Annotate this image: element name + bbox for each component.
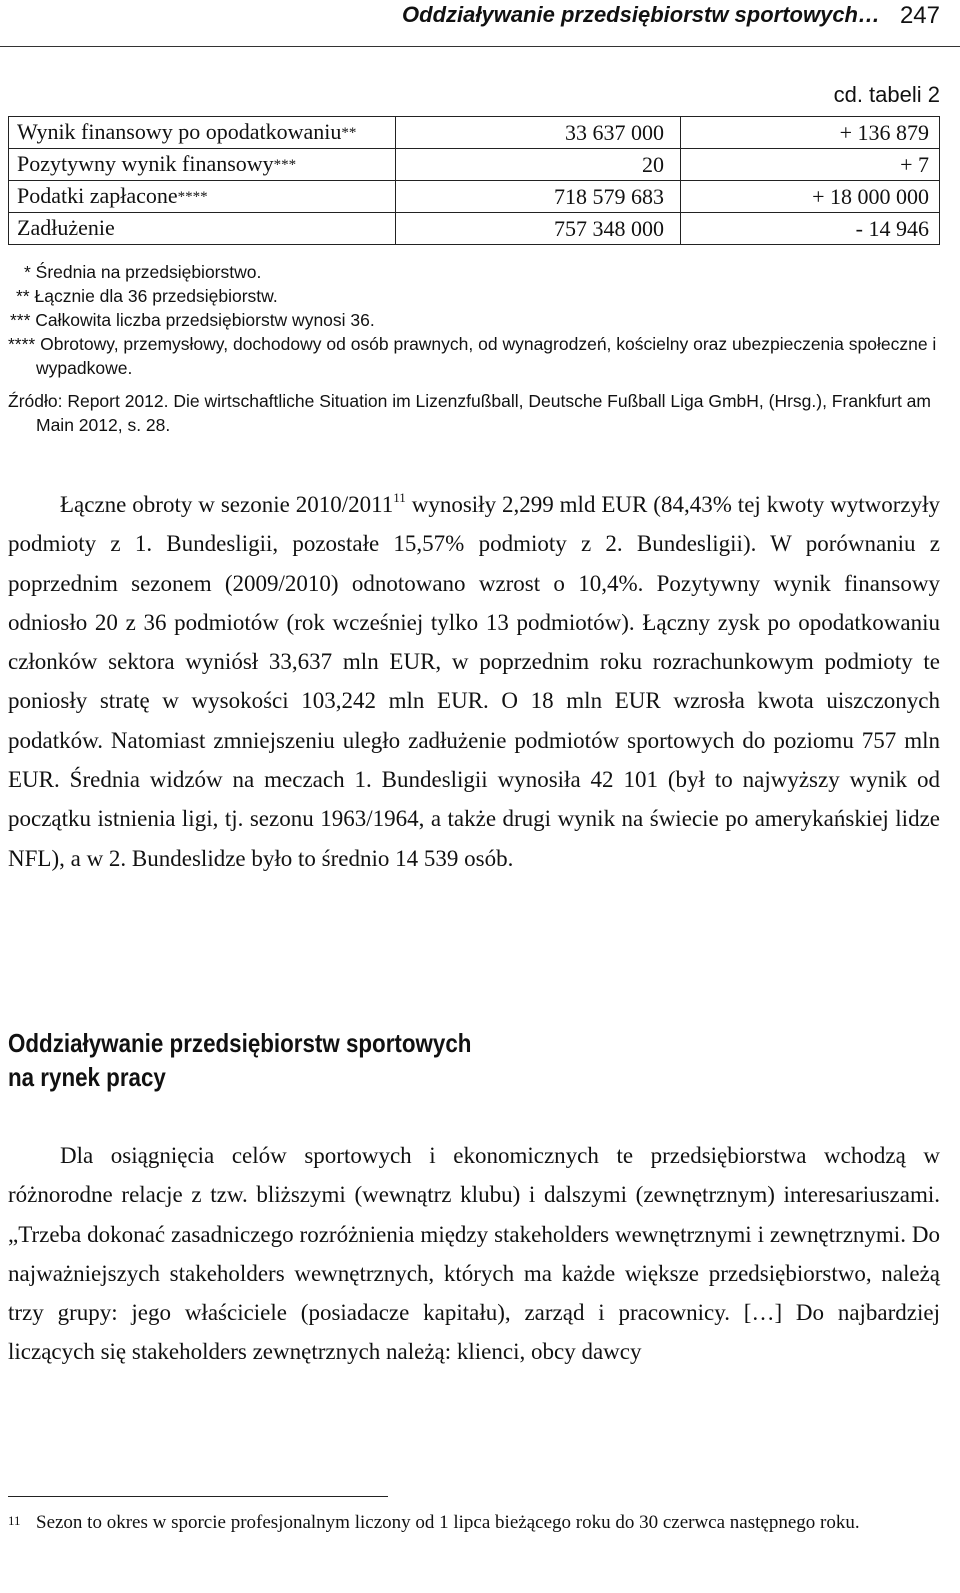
page-number: 247 bbox=[899, 2, 940, 29]
table-row bbox=[9, 117, 940, 149]
row-label-cell bbox=[9, 117, 396, 149]
section-heading-line2: na rynek pracy bbox=[8, 1062, 166, 1092]
page-header bbox=[0, 0, 960, 47]
table-row bbox=[9, 181, 940, 213]
footnote bbox=[8, 1509, 940, 1537]
table-source: Źródło: Report 2012. Die wirtschaftliche Situation im Lizenzfußball, Deutsche Fußball Liga GmbH, (Hrsg.), Frankfurt am Main 2012, s. 28. bbox=[8, 391, 931, 435]
note-count: *** Całkowita liczba przedsiębiorstw wynosi 36. bbox=[10, 310, 375, 330]
table-caption: cd. tabeli 2 bbox=[833, 82, 940, 107]
note-total: ** Łącznie dla 36 przedsiębiorstw. bbox=[16, 286, 278, 306]
note-average: * Średnia na przedsiębiorstwo. bbox=[24, 262, 262, 282]
note-taxes: **** Obrotowy, przemysłowy, dochodowy od osób prawnych, od wynagrodzeń, kościelny oraz ubezpieczenia społeczne i wypadkowe. bbox=[8, 334, 937, 378]
row-change: - 14 946 bbox=[681, 213, 940, 245]
row-note-mark: ** bbox=[341, 125, 357, 141]
footnote-reference[interactable]: 11 bbox=[393, 490, 406, 505]
row-label: Podatki zapłacone bbox=[17, 183, 178, 208]
running-title: Oddziaływanie przedsiębiorstw sportowych… bbox=[402, 2, 880, 27]
row-change: + 7 bbox=[681, 149, 940, 181]
table-row bbox=[9, 149, 940, 181]
row-label: Wynik finansowy po opodatkowaniu bbox=[17, 119, 342, 144]
table-row bbox=[9, 213, 940, 245]
footnote-text: Sezon to okres w sporcie profesjonalnym liczony od 1 lipca bieżącego roku do 30 czerwca następnego roku. bbox=[36, 1512, 860, 1533]
row-value: 718 579 683 bbox=[396, 181, 681, 213]
row-value: 33 637 000 bbox=[396, 117, 681, 149]
row-label: Pozytywny wynik finansowy bbox=[17, 151, 274, 176]
footnote-divider bbox=[8, 1496, 388, 1497]
section-heading bbox=[8, 1026, 471, 1094]
row-value: 757 348 000 bbox=[396, 213, 681, 245]
footnote-number: 11 bbox=[8, 1513, 21, 1528]
table-notes bbox=[8, 260, 940, 437]
row-label-cell bbox=[9, 181, 396, 213]
section-heading-line1: Oddziaływanie przedsiębiorstw sportowych bbox=[8, 1028, 472, 1058]
paragraph-lead: Łączne obroty w sezonie 2010/2011 bbox=[60, 492, 394, 517]
paragraph-turnover bbox=[8, 485, 940, 878]
financial-table bbox=[8, 116, 940, 245]
row-change: + 18 000 000 bbox=[681, 181, 940, 213]
row-label-cell bbox=[9, 149, 396, 181]
row-note-mark: **** bbox=[177, 189, 208, 205]
row-label-cell bbox=[9, 213, 396, 245]
row-value: 20 bbox=[396, 149, 681, 181]
paragraph-rest: wynosiły 2,299 mld EUR (84,43% tej kwoty wytworzyły podmioty z 1. Bundesligii, pozostałe 15,57% podmioty z 2. Bundesligii). W porównaniu z poprzednim sezonem (2009/2010) odnotowano wzrost o 10,4%. Pozytywny wynik finansowy odniosło 20 z 36 podmiotów (rok wcześniej tylko 13 podmiotów). Łączny zysk po opodatkowaniu członków sektora wyniósł 33,637 mln EUR, w poprzednim roku rozrachunkowym podmioty te poniosły stratę w wysokości 103,242 mln EUR. O 18 mln EUR wzrosła kwota uiszczonych podatków. Natomiast zmniejszeniu uległo zadłużenie podmiotów sportowych do poziomu 757 mln EUR. Średnia widzów na meczach 1. Bundesligii wynosiła 42 101 (był to najwyższy wynik od początku istnienia ligi, tj. sezonu 1963/1964, a także drugi wynik na świecie po amerykańskiej lidze NFL), a w 2. Bundeslidze było to średnio 14 539 osób. bbox=[8, 492, 941, 871]
row-label: Zadłużenie bbox=[17, 215, 115, 240]
row-note-mark: *** bbox=[273, 157, 297, 173]
paragraph-stakeholders: Dla osiągnięcia celów sportowych i ekonomicznych te przedsiębiorstwa wchodzą w różnorodne relacje z tzw. bliższymi (wewnątrz klubu) i dalszymi (zewnętrznym) interesariuszami. „Trzeba dokonać zasadniczego rozróżnienia między stakeholders wewnętrznymi i zewnętrznymi. Do najważniejszych stakeholders wewnętrznych, których ma każde większe przedsiębiorstwo, należą trzy grupy: jego właściciele (posiadacze kapitału), zarząd i pracownicy. […] Do najbardziej liczących się stakeholders zewnętrznych należą: klienci, obcy dawcy bbox=[8, 1143, 940, 1365]
row-change: + 136 879 bbox=[681, 117, 940, 149]
